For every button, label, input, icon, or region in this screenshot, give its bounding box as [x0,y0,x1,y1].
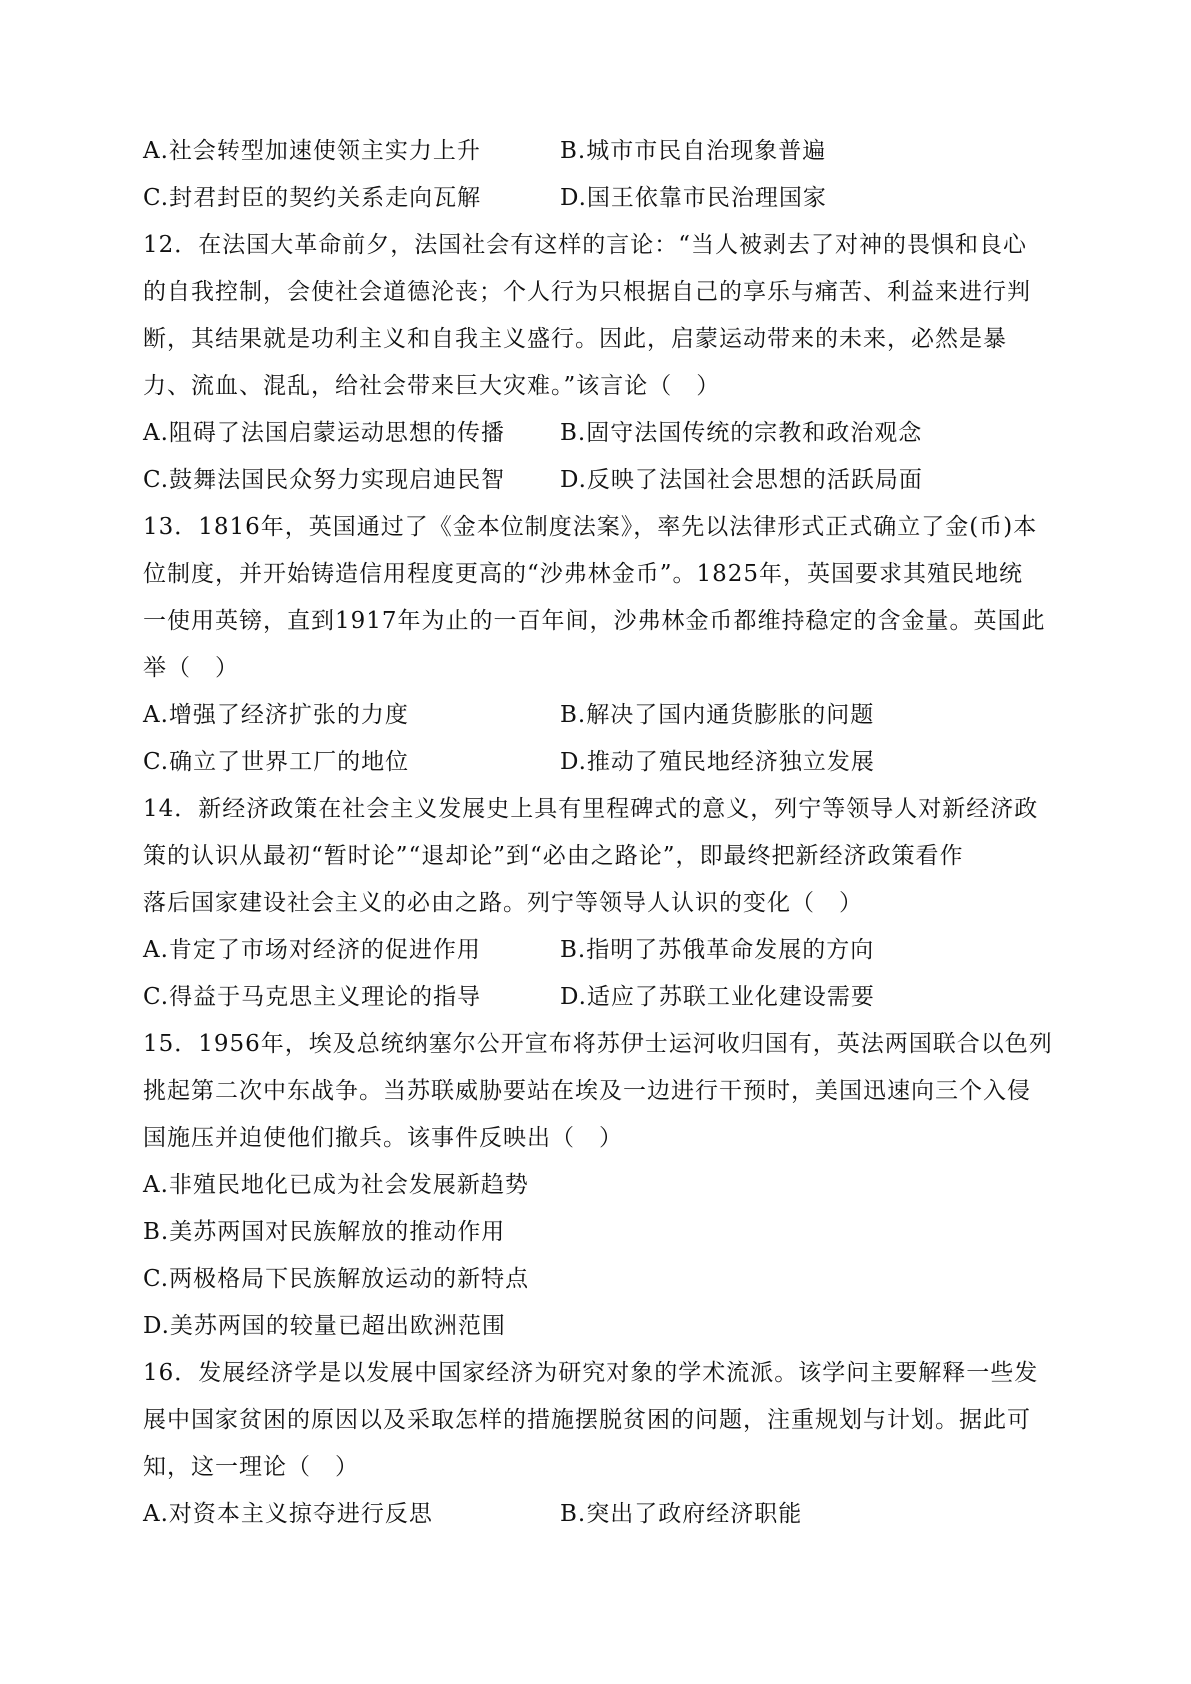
question-stem-line: 12．在法国大革命前夕，法国社会有这样的言论：“当人被剥去了对神的畏惧和良心 [143,232,1028,258]
question-stem-line: 13．1816年，英国通过了《金本位制度法案》，率先以法律形式正式确立了金(币)本 [143,514,1038,540]
question-16 [143,1350,1053,1538]
question-stem-line: 知，这一理论（ ） [143,1454,359,1480]
option-b: B.美苏两国对民族解放的推动作用 [143,1219,506,1245]
question-14 [143,786,1053,1021]
option-row [143,410,1053,457]
option-row [143,974,1053,1021]
option-d: D.反映了法国社会思想的活跃局面 [560,467,923,493]
option-c: C.封君封臣的契约关系走向瓦解 [143,185,482,211]
question-stem-line: 展中国家贫困的原因以及采取怎样的措施摆脱贫困的问题，注重规划与计划。据此可 [143,1407,1031,1433]
option-row [143,739,1053,786]
question-stem-line: 一使用英镑，直到1917年为止的一百年间，沙弗林金币都维持稳定的含金量。英国此 [143,608,1046,634]
question-stem-line: 16．发展经济学是以发展中国家经济为研究对象的学术流派。该学问主要解释一些发 [143,1360,1039,1386]
question-stem-line: 的自我控制，会使社会道德沦丧；个人行为只根据自己的享乐与痛苦、利益来进行判 [143,279,1031,305]
option-row [143,927,1053,974]
option-d: D.美苏两国的较量已超出欧洲范围 [143,1313,506,1339]
option-row [143,692,1053,739]
question-15 [143,1021,1053,1350]
question-stem-line: 15．1956年，埃及总统纳塞尔公开宣布将苏伊士运河收归国有，英法两国联合以色列 [143,1031,1053,1057]
option-row [143,175,1053,222]
option-row [143,128,1053,175]
question-stem-line: 国施压并迫使他们撤兵。该事件反映出（ ） [143,1125,623,1151]
option-c: C.确立了世界工厂的地位 [143,749,410,775]
option-a: A.增强了经济扩张的力度 [143,702,409,728]
option-a: A.对资本主义掠夺进行反思 [143,1501,433,1527]
option-a: A.非殖民地化已成为社会发展新趋势 [143,1172,529,1198]
question-stem-line: 14．新经济政策在社会主义发展史上具有里程碑式的意义，列宁等领导人对新经济政 [143,796,1039,822]
option-d: D.国王依靠市民治理国家 [560,185,827,211]
question-12 [143,222,1053,504]
question-stem-line: 力、流血、混乱，给社会带来巨大灾难。”该言论（ ） [143,373,721,399]
option-b: B.城市市民自治现象普遍 [560,138,827,164]
question-11 [143,128,1053,222]
option-d: D.适应了苏联工业化建设需要 [560,984,875,1010]
option-row [143,1491,1053,1538]
option-c: C.两极格局下民族解放运动的新特点 [143,1266,530,1292]
question-stem-line: 策的认识从最初“暂时论”“退却论”到“必由之路论”，即最终把新经济政策看作 [143,843,964,869]
exam-page [143,128,1053,1538]
option-b: B.突出了政府经济职能 [560,1501,803,1527]
option-a: A.肯定了市场对经济的促进作用 [143,937,481,963]
question-stem-line: 挑起第二次中东战争。当苏联威胁要站在埃及一边进行干预时，美国迅速向三个入侵 [143,1078,1031,1104]
option-c: C.得益于马克思主义理论的指导 [143,984,482,1010]
question-stem-line: 举（ ） [143,655,239,681]
question-stem-line: 断，其结果就是功利主义和自我主义盛行。因此，启蒙运动带来的未来，必然是暴 [143,326,1007,352]
option-a: A.社会转型加速使领主实力上升 [143,138,481,164]
option-b: B.指明了苏俄革命发展的方向 [560,937,875,963]
option-b: B.解决了国内通货膨胀的问题 [560,702,875,728]
option-c: C.鼓舞法国民众努力实现启迪民智 [143,467,506,493]
option-a: A.阻碍了法国启蒙运动思想的传播 [143,420,505,446]
option-b: B.固守法国传统的宗教和政治观念 [560,420,923,446]
question-13 [143,504,1053,786]
option-row [143,457,1053,504]
question-stem-line: 落后国家建设社会主义的必由之路。列宁等领导人认识的变化（ ） [143,890,863,916]
option-d: D.推动了殖民地经济独立发展 [560,749,875,775]
question-stem-line: 位制度，并开始铸造信用程度更高的“沙弗林金币”。1825年，英国要求其殖民地统 [143,561,1024,587]
